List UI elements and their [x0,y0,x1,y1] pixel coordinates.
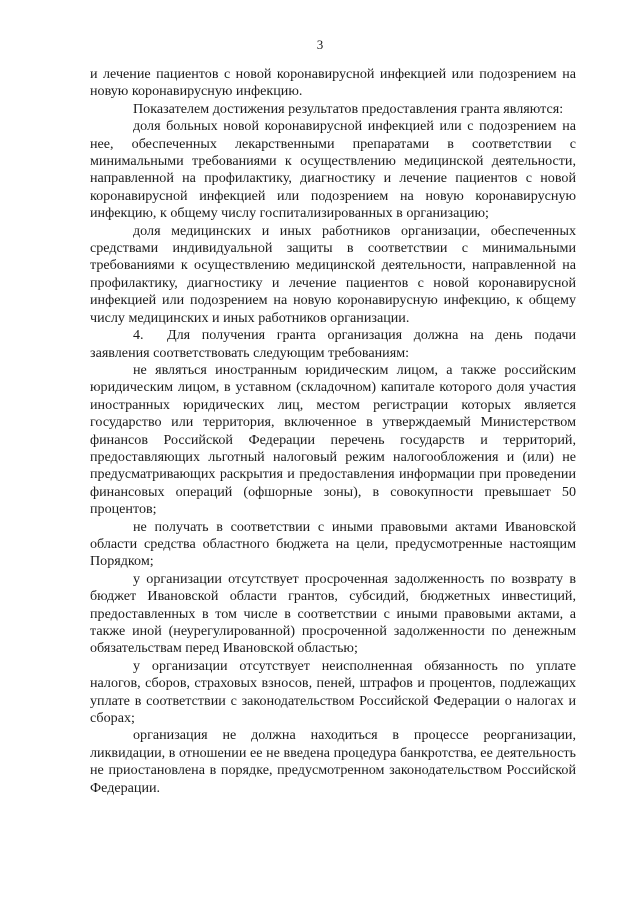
paragraph-requirement-2: не получать в соответствии с иными правовыми актами Ивановской области средства областного бюджета на цели, предусмотренные настоящим Порядком; [90,518,576,570]
item-4-lead-rest: заявления соответствовать следующим требованиям: [90,344,410,361]
paragraph-indicator-lead: Показателем достижения результатов предоставления гранта являются: [133,100,564,117]
item-4-first-line [90,327,576,344]
paragraph-requirement-4: у организации отсутствует неисполненная обязанность по уплате налогов, сборов, страховых взносов, пеней, штрафов и процентов, подлежащих уплате в соответствии с законодательством Российской Федерации о налогах и сборах; [90,657,576,727]
paragraph-indicator-1: доля больных новой коронавирусной инфекцией или с подозрением на нее, обеспеченных лекарственными препаратами в соответствии с минимальными требованиями к осуществлению медицинской деятельности, направленной на профилактику, диагностику и лечение пациентов с новой коронавирусной инфекцией или подозрением на новую коронавирусную инфекцию, к общему числу госпитализированных в организацию; [90,118,576,222]
paragraph-item-4 [90,327,576,362]
item-4-lead-first: Для получения гранта организация должна на день подачи [167,327,576,344]
item-4-number: 4. [133,327,144,344]
paragraph-requirement-5: организация не должна находиться в процессе реорганизации, ликвидации, в отношении ее не введена процедура банкротства, ее деятельность не приостановлена в порядке, предусмотренном законодательством Российской Федерации. [90,727,576,796]
document-body [90,66,576,797]
paragraph-requirement-1: не являться иностранным юридическим лицом, а также российским юридическим лицом, в уставном (складочном) капитале которого доля участия иностранных юридических лиц, местом регистрации которых является государство или территория, включенное в утверждаемый Министерством финансов Российской Федерации перечень государств и территорий, предоставляющих льготный налоговый режим налогообложения и (или) не предусматривающих раскрытия и предоставления информации при проведении финансовых операций (офшорные зоны), в совокупности превышает 50 процентов; [90,361,576,518]
paragraph-intro: и лечение пациентов с новой коронавирусной инфекцией или подозрением на новую коронавирусную инфекцию. [90,66,576,100]
paragraph-requirement-3: у организации отсутствует просроченная задолженность по возврату в бюджет Ивановской области грантов, субсидий, бюджетных инвестиций, предоставленных в том числе в соответствии с иными правовыми актами, а также иной (неурегулированной) просроченной задолженности по денежным обязательствам перед Ивановской областью; [90,570,576,657]
paragraph-indicator-2: доля медицинских и иных работников организации, обеспеченных средствами индивидуальной защиты в соответствии с минимальными требованиями к осуществлению медицинской деятельности, направленной на профилактику, диагностику и лечение пациентов с новой коронавирусной инфекцией или подозрением на новую коронавирусную инфекцию, к общему числу медицинских и иных работников организации. [90,222,576,326]
page-number: 3 [316,37,324,52]
